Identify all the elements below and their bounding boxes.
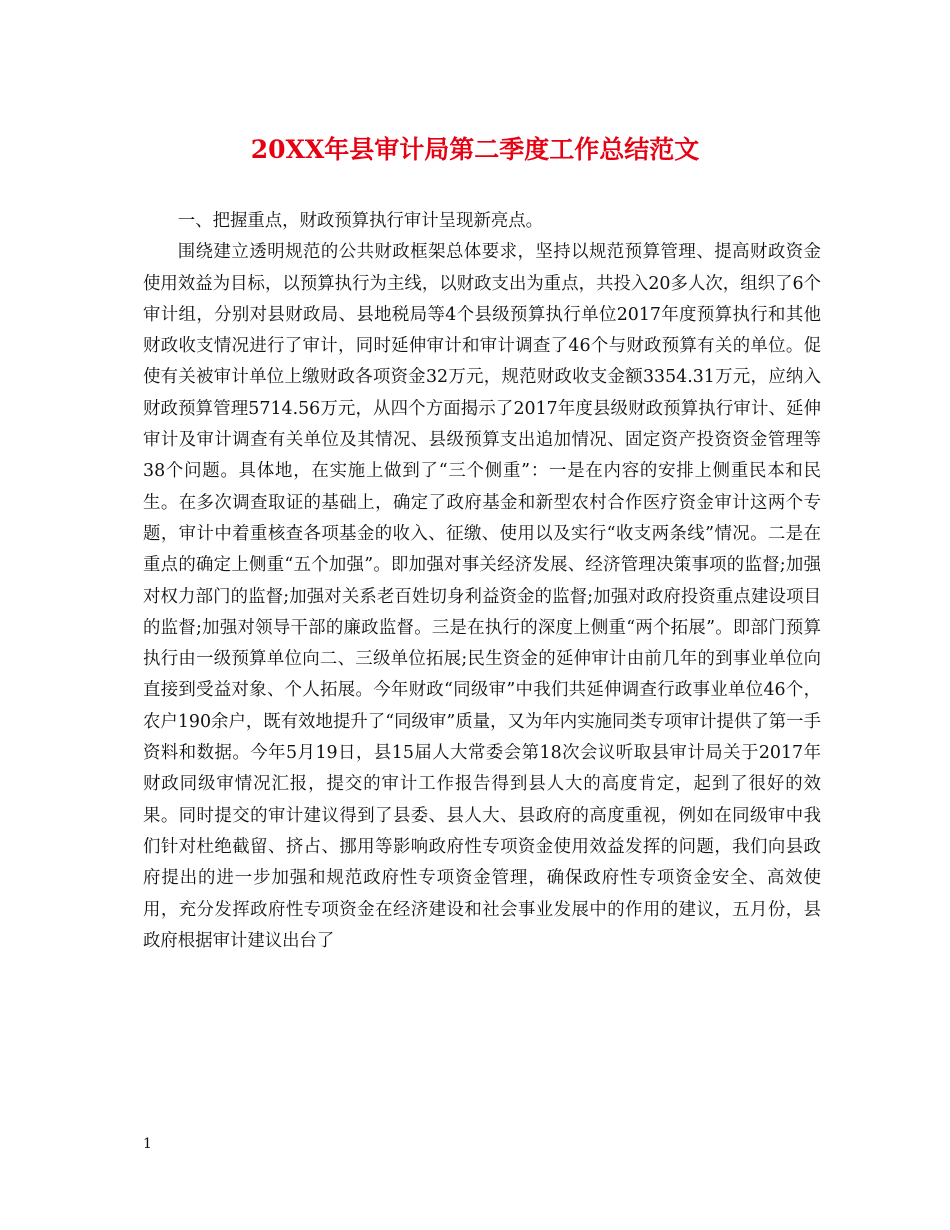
document-body [143, 206, 821, 957]
paragraph-body: 围绕建立透明规范的公共财政框架总体要求，坚持以规范预算管理、提高财政资金使用效益为目标，以预算执行为主线，以财政支出为重点，共投入20多人次，组织了6个审计组，分别对县财政局、县地税局等4个县级预算执行单位2017年度预算执行和其他财政收支情况进行了审计，同时延伸审计和审计调查了46个与财政预算有关的单位。促使有关被审计单位上缴财政各项资金32万元，规范财政收支金额3354.31万元，应纳入财政预算管理5714.56万元，从四个方面揭示了2017年度县级财政预算执行审计、延伸审计及审计调查有关单位及其情况、县级预算支出追加情况、固定资产投资资金管理等38个问题。具体地，在实施上做到了“三个侧重”：一是在内容的安排上侧重民本和民生。在多次调查取证的基础上，确定了政府基金和新型农村合作医疗资金审计这两个专题，审计中着重核查各项基金的收入、征缴、使用以及实行“收支两条线”情况。二是在重点的确定上侧重“五个加强”。即加强对事关经济发展、经济管理决策事项的监督;加强对权力部门的监督;加强对关系老百姓切身利益资金的监督;加强对政府投资重点建设项目的监督;加强对领导干部的廉政监督。三是在执行的深度上侧重“两个拓展”。即部门预算执行由一级预算单位向二、三级单位拓展;民生资金的延伸审计由前几年的到事业单位向直接到受益对象、个人拓展。今年财政“同级审”中我们共延伸调查行政事业单位46个，农户190余户，既有效地提升了“同级审”质量，又为年内实施同类专项审计提供了第一手资料和数据。今年5月19日，县15届人大常委会第18次会议听取县审计局关于2017年财政同级审情况汇报，提交的审计工作报告得到县人大的高度肯定，起到了很好的效果。同时提交的审计建议得到了县委、县人大、县政府的高度重视，例如在同级审中我们针对杜绝截留、挤占、挪用等影响政府性专项资金使用效益发挥的问题，我们向县政府提出的进一步加强和规范政府性专项资金管理，确保政府性专项资金安全、高效使用，充分发挥政府性专项资金在经济建设和社会事业发展中的作用的建议，五月份，县政府根据审计建议出台了 [143, 242, 821, 951]
document-title: 20XX年县审计局第二季度工作总结范文 [250, 135, 700, 164]
paragraph-heading: 一、把握重点，财政预算执行审计呈现新亮点。 [177, 211, 544, 231]
page-number: 1 [143, 1136, 152, 1152]
